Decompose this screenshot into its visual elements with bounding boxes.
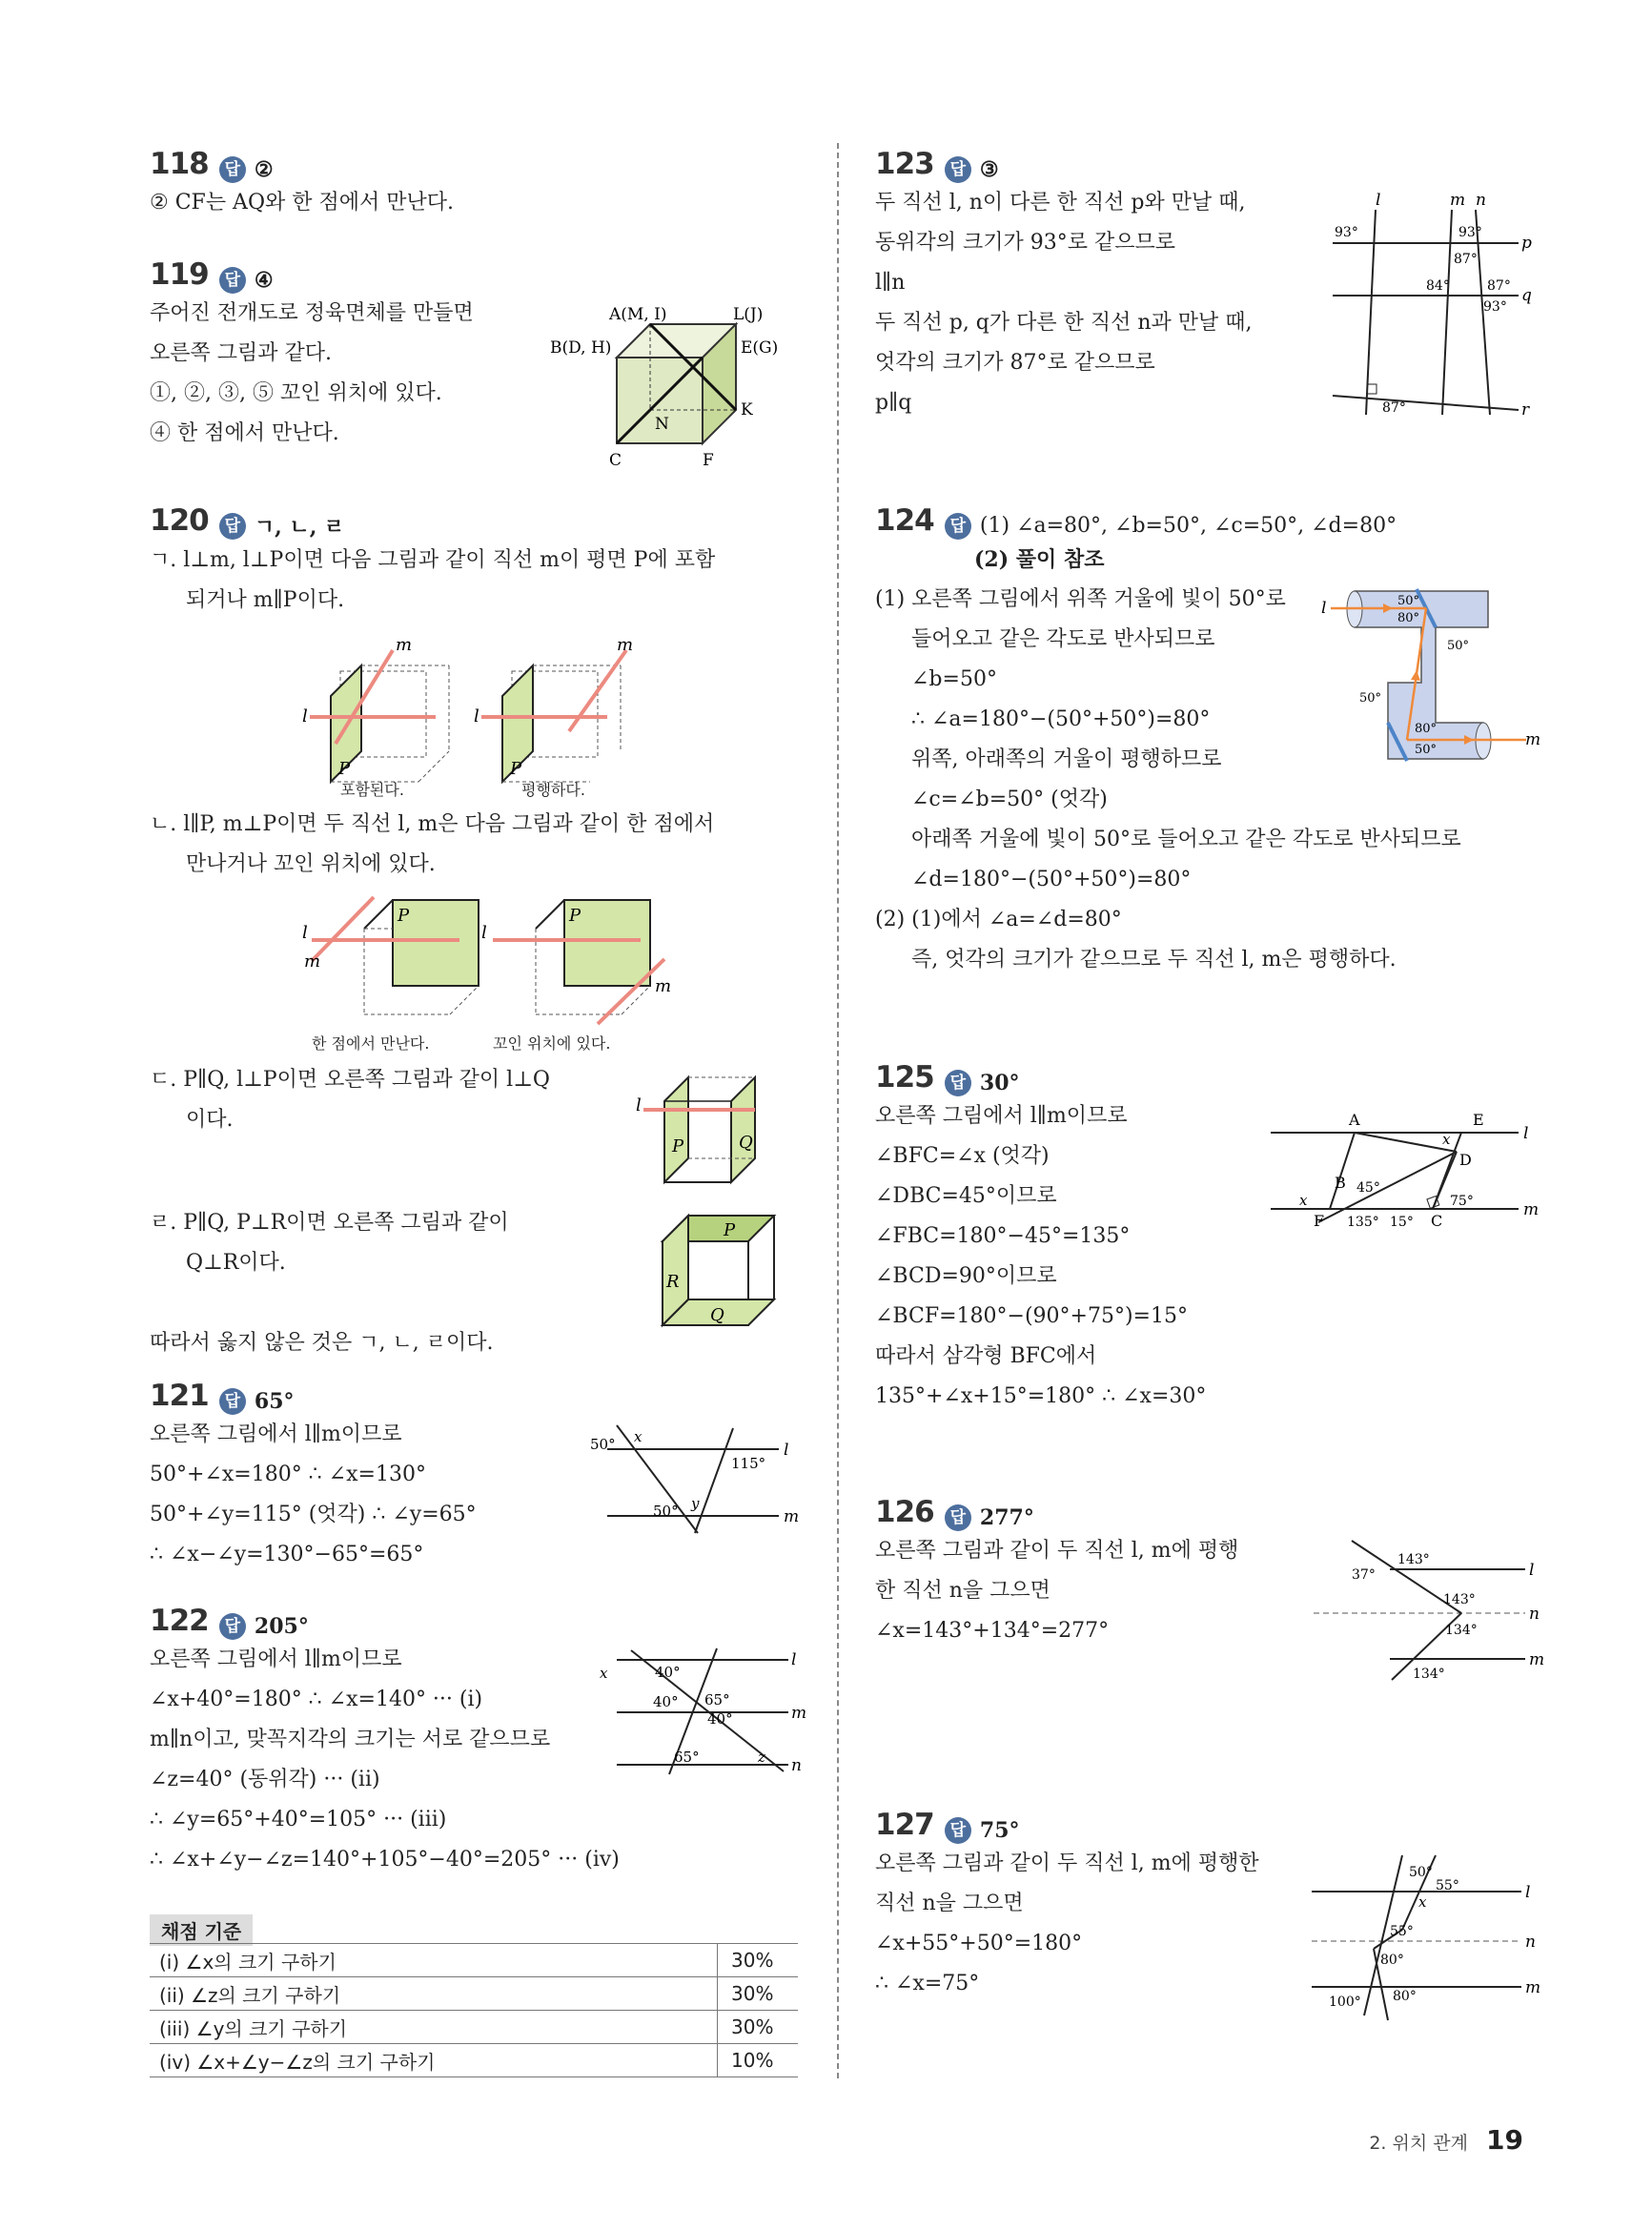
solution-line: 아래쪽 거울에 빛이 50°로 들어오고 같은 각도로 반사되므로 [911,827,1461,851]
problem-number: 127 [875,1808,934,1842]
angle-label: 40° [707,1710,733,1728]
score-item: (i) ∠x의 크기 구하기 [150,1944,718,1977]
figure-caption: 포함된다. [340,781,404,799]
angle-label: 115° [731,1455,766,1472]
solution-line: 따라서 삼각형 BFC에서 [875,1343,1097,1368]
answer-badge: 답 [219,156,246,183]
solution-line: (2) (1)에서 ∠a=∠d=80° [875,907,1122,931]
solution-line: ∠BCD=90°이므로 [875,1263,1057,1288]
angle-label: 84° [1426,278,1450,294]
figure-caption: 한 점에서 만난다. [312,1034,430,1053]
solution-line: 즉, 엇각의 크기가 같으므로 두 직선 l, m은 평행하다. [911,947,1397,972]
answer-badge: 답 [219,513,246,540]
figure-120-n [302,892,672,1026]
solution-line: ∠b=50° [911,666,997,691]
vertex-label: B(D, H) [550,338,612,358]
figure-120-r [655,1211,798,1335]
line-label: l [474,706,479,726]
angle-label: 50° [590,1436,616,1453]
plane-label: R [666,1272,680,1292]
line-label: m [396,635,413,655]
solution-line: 오른쪽 그림과 같이 두 직선 l, m에 평행 [875,1538,1239,1563]
angle-label: 80° [1415,722,1438,736]
answer-value: 277° [979,1504,1034,1530]
angle-label: 50° [1415,743,1438,757]
angle-label: 50° [1409,1865,1433,1880]
problem-121 [150,1379,477,1575]
figure-126 [1304,1539,1552,1682]
column-divider [837,143,839,2078]
problem-number: 119 [150,257,209,292]
line-label: l [784,1441,789,1460]
solution-line: 오른쪽 그림에서 l∥m이므로 [875,1103,1128,1128]
table-row [150,2011,798,2044]
angle-label: 87° [1454,252,1478,267]
angle-label: 134° [1413,1667,1445,1682]
score-pct: 30% [718,2011,799,2044]
angle-label: x [600,1665,608,1682]
solution-line: 오른쪽 그림과 같이 두 직선 l, m에 평행한 [875,1851,1259,1875]
angle-label: 87° [1382,400,1406,416]
vertex-label: E(G) [741,338,779,358]
line-label: m [1525,1978,1541,1997]
angle-label: 143° [1443,1592,1476,1607]
line-label: n [791,1756,802,1775]
solution-line: ㄱ. l⊥m, l⊥P이면 다음 그림과 같이 직선 m이 평면 P에 포함 [150,548,716,572]
figure-125 [1261,1106,1547,1230]
point-label: B [1335,1174,1346,1192]
angle-label: 50° [653,1503,679,1520]
angle-label: 65° [674,1749,700,1766]
solution-line: 135°+∠x+15°=180° ∴ ∠x=30° [875,1383,1207,1408]
answer-badge: 답 [945,156,971,183]
solution-line: ∠x+55°+50°=180° [875,1931,1083,1955]
table-row [150,1944,798,1977]
line-label: l [302,706,308,726]
point-label: C [1431,1212,1443,1230]
line-label: p [1521,234,1532,253]
solution-line: 50°+∠y=115° (엇각) ∴ ∠y=65° [150,1502,477,1526]
answer-value: 205° [254,1613,309,1639]
answer-value: ③ [979,156,999,182]
point-label: D [1459,1151,1472,1169]
solution-line: 직선 n을 그으면 [875,1891,1024,1915]
answer-badge: 답 [945,1504,971,1531]
angle-label: 80° [1397,611,1420,625]
solution-line: 주어진 전개도로 정육면체를 만들면 [150,300,474,325]
score-item: (ii) ∠z의 크기 구하기 [150,1977,718,2011]
line-label: m [1529,1650,1545,1669]
line-label: l [481,923,487,943]
answer-value: ④ [254,267,274,293]
point-label: A [1349,1111,1360,1129]
problem-123 [875,147,1253,423]
line-label: l [1376,191,1381,210]
page-number: 19 [1486,2124,1523,2156]
problem-number: 124 [875,503,934,538]
angle-label: 143° [1397,1552,1430,1567]
point-label: E [1473,1111,1484,1129]
line-label: r [1521,400,1530,419]
answer-badge: 답 [219,1388,246,1415]
line-label: n [1476,191,1486,210]
line-label: m [617,635,634,655]
angle-label: 50° [1359,691,1382,706]
vertex-label: K [741,400,753,419]
answer-value: 65° [254,1388,295,1414]
line-label: m [304,951,321,972]
angle-label: 100° [1329,1995,1361,2010]
problem-118 [150,147,454,223]
answer-badge: 답 [945,1070,971,1096]
vertex-label: C [609,451,622,470]
answer-badge: 답 [945,1817,971,1844]
line-label: q [1521,286,1532,305]
answer-badge: 답 [219,267,246,294]
problem-126 [875,1495,1238,1651]
problem-number: 123 [875,147,934,181]
answer-value: ② [254,156,274,182]
plane-label: Q [710,1305,724,1325]
answer-value: ㄱ, ㄴ, ㄹ [254,515,345,540]
angle-label: x [1418,1893,1427,1911]
solution-line: 두 직선 l, n이 다른 한 직선 p와 만날 때, [875,190,1246,215]
line-label: m [784,1507,800,1526]
angle-label: 80° [1393,1989,1417,2004]
solution-line: ∴ ∠x=75° [875,1971,980,1995]
problem-127 [875,1808,1259,2004]
solution-line: (1) 오른쪽 그림에서 위쪽 거울에 빛이 50°로 [875,586,1286,611]
solution-line: ④ 한 점에서 만난다. [150,420,339,445]
solution-line: ∴ ∠y=65°+40°=105° ··· (iii) [150,1807,447,1831]
problem-number: 121 [150,1379,209,1413]
solution-line: 들어오고 같은 각도로 반사되므로 [911,626,1215,651]
section-title: 2. 위치 관계 [1369,2133,1468,2154]
line-label: m [655,976,672,996]
figure-caption: 평행하다. [521,781,585,799]
conclusion-120: 따라서 옳지 않은 것은 ㄱ, ㄴ, ㄹ이다. [150,1331,494,1355]
figure-120-d [636,1068,807,1192]
solution-line: ∠FBC=180°−45°=135° [875,1223,1131,1248]
solution-line: ∠BCF=180°−(90°+75°)=15° [875,1303,1188,1328]
line-label: l [1529,1561,1535,1580]
solution-line: 두 직선 p, q가 다른 한 직선 n과 만날 때, [875,310,1253,335]
solution-line: ㄴ. l∥P, m⊥P이면 두 직선 l, m은 다음 그림과 같이 한 점에서 [150,812,715,836]
problem-125 [875,1060,1206,1417]
solution-line: 오른쪽 그림에서 l∥m이므로 [150,1647,402,1671]
solution-line: ∠x+40°=180° ∴ ∠x=140° ··· (i) [150,1687,483,1711]
solution-line: 되거나 m∥P이다. [186,588,345,612]
problem-number: 125 [875,1060,934,1095]
solution-line: 50°+∠x=180° ∴ ∠x=130° [150,1462,426,1486]
problem-number: 122 [150,1604,209,1638]
angle-label: 93° [1458,225,1482,240]
angle-label: 40° [653,1693,679,1710]
angle-label: x [1299,1192,1308,1209]
angle-label: 93° [1335,225,1358,240]
answer-value-2: (2) 풀이 참조 [974,546,1105,572]
table-row [150,2044,798,2077]
angle-label: 45° [1356,1180,1380,1196]
problem-number: 126 [875,1495,934,1529]
solution-line: ∠DBC=45°이므로 [875,1183,1057,1208]
plane-label: P [672,1136,684,1156]
angle-label: 135° [1347,1215,1379,1230]
angle-label: z [758,1749,765,1766]
score-pct: 30% [718,1944,799,1977]
figure-123 [1323,191,1542,448]
problem-122 [150,1604,620,1880]
solution-line: 오른쪽 그림에서 l∥m이므로 [150,1422,402,1446]
angle-label: x [1442,1131,1451,1148]
solution-line: ∴ ∠x+∠y−∠z=140°+105°−40°=205° ··· (iv) [150,1847,620,1872]
page-footer [1369,2124,1523,2156]
line-label: m [791,1704,807,1723]
angle-label: y [691,1495,700,1512]
answer-value: 75° [979,1817,1020,1843]
line-label: n [1529,1605,1540,1624]
solution-line: ∠d=180°−(50°+50°)=80° [911,867,1192,891]
angle-label: 55° [1390,1924,1414,1939]
line-label: m [1450,191,1466,210]
solution-line: 위쪽, 아래쪽의 거울이 평행하므로 [911,747,1222,771]
solution-line: p∥q [875,390,912,415]
line-label: l [1525,1883,1531,1902]
solution-line: 만나거나 꼬인 위치에 있다. [186,852,436,876]
problem-120-d [150,1060,550,1140]
scoring-table [150,1943,798,2077]
problem-number: 120 [150,503,209,538]
solution-line: 엇각의 크기가 87°로 같으므로 [875,350,1155,375]
angle-label: x [634,1428,642,1445]
solution-line: ①, ②, ③, ⑤ 꼬인 위치에 있다. [150,380,442,405]
problem-number: 118 [150,147,209,181]
vertex-label: A(M, I) [609,305,667,324]
angle-label: 87° [1487,278,1511,294]
solution-line: 오른쪽 그림과 같다. [150,340,332,365]
angle-label: 80° [1380,1953,1404,1968]
figure-caption: 꼬인 위치에 있다. [493,1034,611,1053]
plane-label: P [338,759,351,779]
angle-label: 15° [1390,1215,1414,1230]
angle-label: 55° [1436,1878,1459,1893]
answer-badge: 답 [945,513,971,540]
score-pct: 30% [718,1977,799,2011]
answer-badge: 답 [219,1613,246,1640]
line-label: l [1523,1124,1529,1143]
solution-line: Q⊥R이다. [186,1251,286,1275]
score-pct: 10% [718,2044,799,2077]
vertex-label: F [703,451,714,470]
answer-value: (1) ∠a=80°, ∠b=50°, ∠c=50°, ∠d=80° [979,514,1397,538]
angle-label: 50° [1447,639,1470,653]
solution-line: l∥n [875,270,906,295]
score-item: (iii) ∠y의 크기 구하기 [150,2011,718,2044]
figure-122 [598,1646,807,1779]
scoring-title: 채점 기준 [150,1914,253,1946]
solution-line: ② CF는 AQ와 한 점에서 만난다. [150,190,454,215]
problem-120-r [150,1203,509,1283]
solution-line: ∠x=143°+134°=277° [875,1618,1110,1643]
problem-120 [150,503,715,621]
solution-line: ∴ ∠a=180°−(50°+50°)=80° [911,706,1211,731]
solution-line: ㄹ. P∥Q, P⊥R이면 오른쪽 그림과 같이 [150,1211,509,1235]
angle-label: 93° [1483,299,1507,315]
solution-line: 한 직선 n을 그으면 [875,1578,1050,1603]
solution-line: ∴ ∠x−∠y=130°−65°=65° [150,1542,424,1566]
line-label: n [1525,1933,1536,1952]
line-label: l [1321,599,1327,618]
answer-value: 30° [979,1070,1020,1095]
solution-line: ∠c=∠b=50° (엇각) [911,787,1108,811]
solution-line: ∠BFC=∠x (엇각) [875,1143,1050,1168]
solution-line: ㄷ. P∥Q, l⊥P이면 오른쪽 그림과 같이 l⊥Q [150,1068,550,1092]
line-label: m [1523,1200,1540,1219]
point-label: F [1314,1212,1325,1230]
angle-label: 37° [1352,1567,1376,1583]
problem-119 [150,257,474,454]
plane-label: P [569,906,581,926]
table-row [150,1977,798,2011]
line-label: l [636,1095,642,1115]
angle-label: 75° [1450,1194,1474,1209]
problem-120-n [150,805,714,885]
line-label: l [791,1650,797,1669]
solution-line: ∠z=40° (동위각) ··· (ii) [150,1767,380,1791]
angle-label: 40° [655,1664,681,1681]
cube-figure-119 [550,305,807,477]
line-label: m [1525,730,1541,749]
vertex-label: N [655,415,669,434]
line-label: l [302,923,308,943]
solution-line: 동위각의 크기가 93°로 같으므로 [875,230,1175,255]
figure-124 [1321,580,1540,761]
solution-line: 이다. [186,1108,234,1132]
figure-127 [1302,1853,1550,2025]
angle-label: 134° [1445,1623,1478,1638]
angle-label: 50° [1397,594,1420,608]
plane-label: Q [739,1133,753,1153]
solution-line: m∥n이고, 맞꼭지각의 크기는 서로 같으므로 [150,1727,551,1751]
plane-label: P [510,759,522,779]
angle-label: 65° [704,1691,730,1708]
figure-120-g [302,631,634,784]
plane-label: P [724,1220,736,1240]
score-item: (iv) ∠x+∠y−∠z의 크기 구하기 [150,2044,718,2077]
plane-label: P [398,906,410,926]
figure-121 [588,1421,807,1535]
vertex-label: L(J) [733,305,764,324]
